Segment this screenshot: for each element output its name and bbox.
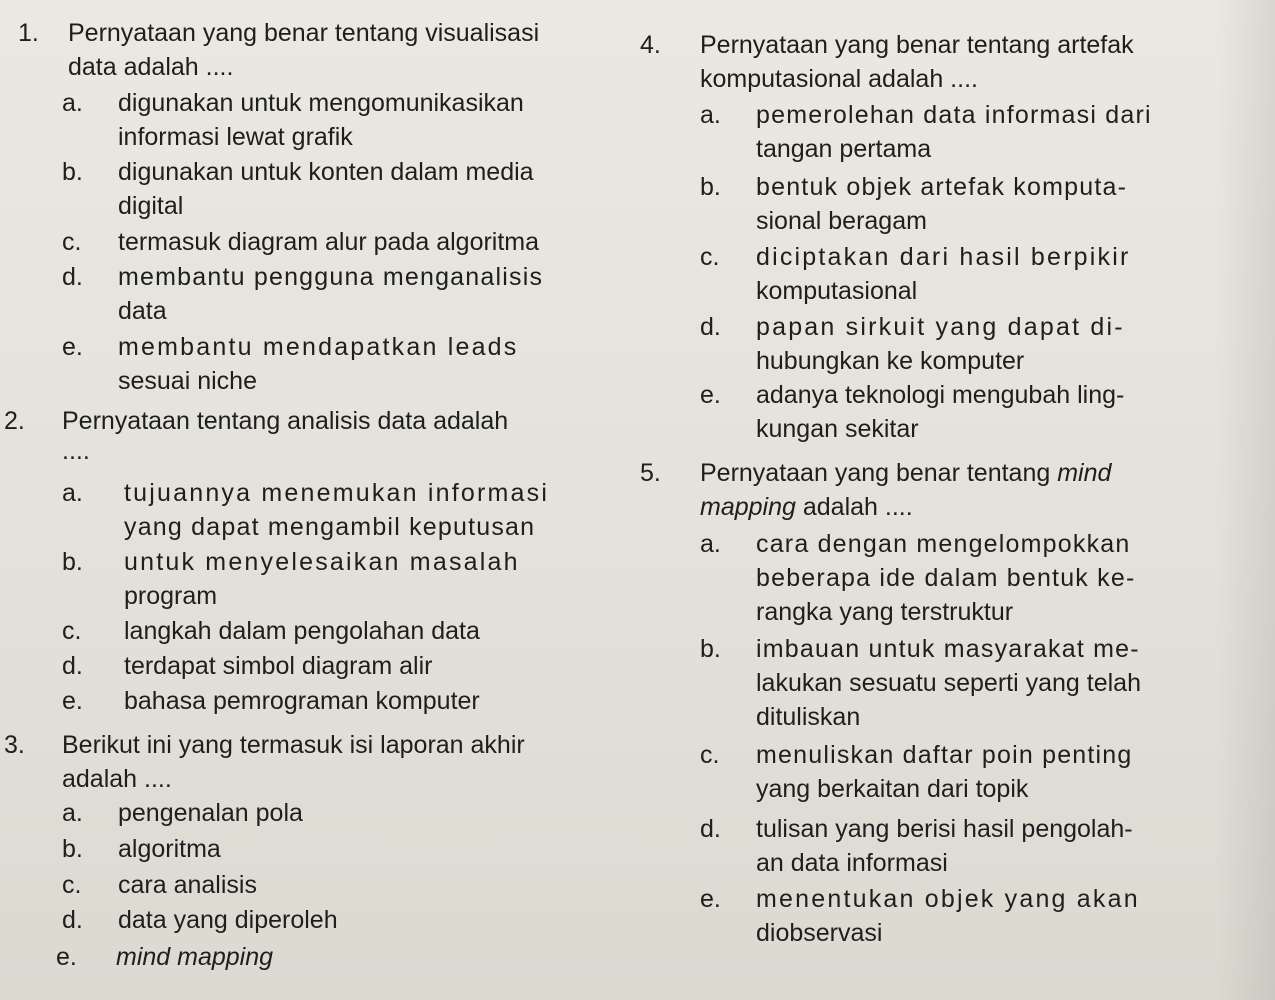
option-d[interactable]	[62, 903, 602, 937]
option-text-line: langkah dalam pengolahan data	[124, 617, 480, 645]
option-text-line: mind mapping	[116, 943, 274, 971]
option-text-line: imbauan untuk masyarakat me-	[756, 635, 1140, 663]
option-text-line: kungan sekitar	[756, 415, 919, 443]
option-letter: c.	[62, 871, 82, 899]
option-letter: e.	[62, 687, 83, 715]
option-a[interactable]	[62, 86, 602, 154]
option-text-line: pemerolehan data informasi dari	[756, 101, 1152, 129]
option-letter: b.	[62, 158, 83, 186]
option-letter: e.	[700, 381, 721, 409]
question-text-line: komputasional adalah ....	[700, 65, 978, 93]
option-text-line: an data informasi	[756, 849, 948, 877]
option-letter: e.	[56, 943, 77, 971]
option-text-line: hubungkan ke komputer	[756, 347, 1025, 375]
option-letter: d.	[62, 652, 83, 680]
option-b[interactable]	[62, 832, 602, 866]
option-letter: e.	[700, 885, 721, 913]
option-text-line: dituliskan	[756, 703, 861, 731]
question-text-line: Pernyataan yang benar tentang mind	[700, 459, 1112, 487]
option-text-line: tujuannya menemukan informasi	[124, 479, 550, 507]
option-e[interactable]	[62, 684, 602, 718]
option-c[interactable]	[700, 240, 1260, 308]
option-text-line: pengenalan pola	[118, 799, 303, 827]
option-letter: d.	[700, 815, 721, 843]
option-letter: d.	[62, 263, 83, 291]
question-text-line: mapping adalah ....	[700, 493, 913, 521]
option-text-line: papan sirkuit yang dapat di-	[756, 313, 1125, 341]
option-d[interactable]	[700, 310, 1260, 378]
option-text-line: data	[118, 297, 167, 325]
option-letter: a.	[62, 799, 83, 827]
option-text-line: program	[124, 582, 218, 610]
question-number: 4.	[640, 31, 661, 59]
option-text-line: tangan pertama	[756, 135, 932, 163]
option-e[interactable]	[56, 940, 596, 974]
option-letter: a.	[700, 101, 721, 129]
option-text-line: cara dengan mengelompokkan	[756, 530, 1131, 558]
option-text-line: sional beragam	[756, 207, 927, 235]
option-b[interactable]	[62, 155, 602, 223]
option-text-line: yang berkaitan dari topik	[756, 775, 1029, 803]
option-text-line: lakukan sesuatu seperti yang telah	[756, 669, 1141, 697]
option-text-line: rangka yang terstruktur	[756, 598, 1014, 626]
option-text-line: beberapa ide dalam bentuk ke-	[756, 564, 1136, 592]
option-letter: d.	[62, 906, 83, 934]
option-text-line: digital	[118, 192, 184, 220]
option-d[interactable]	[62, 260, 602, 328]
option-e[interactable]	[700, 882, 1260, 950]
option-letter: b.	[62, 835, 83, 863]
option-d[interactable]	[700, 812, 1260, 880]
option-text-line: terdapat simbol diagram alir	[124, 652, 433, 680]
question-number: 5.	[640, 459, 661, 487]
option-text-line: membantu mendapatkan leads	[118, 333, 519, 361]
option-text-line: komputasional	[756, 277, 918, 305]
option-letter: a.	[62, 479, 83, 507]
option-text-line: cara analisis	[118, 871, 257, 899]
option-letter: c.	[62, 617, 82, 645]
question-text-line: Pernyataan tentang analisis data adalah	[62, 407, 509, 435]
option-d[interactable]	[62, 649, 602, 683]
option-text-line: menuliskan daftar poin penting	[756, 741, 1133, 769]
option-text-line: diobservasi	[756, 919, 883, 947]
option-text-line: digunakan untuk konten dalam media	[118, 158, 534, 186]
option-letter: d.	[700, 313, 721, 341]
option-a[interactable]	[62, 476, 602, 544]
question-text-line: adalah ....	[62, 765, 172, 793]
option-text-line: diciptakan dari hasil berpikir	[756, 243, 1131, 271]
option-c[interactable]	[62, 614, 602, 648]
option-letter: b.	[700, 173, 721, 201]
option-b[interactable]	[62, 545, 602, 613]
option-e[interactable]	[62, 330, 602, 398]
option-letter: c.	[700, 741, 720, 769]
option-text-line: adanya teknologi mengubah ling-	[756, 381, 1125, 409]
option-text-line: informasi lewat grafik	[118, 123, 353, 151]
option-text-line: sesuai niche	[118, 367, 257, 395]
option-b[interactable]	[700, 632, 1260, 734]
option-text-line: bentuk objek artefak komputa-	[756, 173, 1128, 201]
option-a[interactable]	[700, 98, 1260, 166]
question-text-line: Pernyataan yang benar tentang artefak	[700, 31, 1134, 59]
question-number: 1.	[18, 19, 39, 47]
question-text-line: Pernyataan yang benar tentang visualisasi	[68, 19, 540, 47]
option-letter: b.	[700, 635, 721, 663]
option-text-line: untuk menyelesaikan masalah	[124, 548, 520, 576]
option-text-line: termasuk diagram alur pada algoritma	[118, 228, 540, 256]
option-text-line: membantu pengguna menganalisis	[118, 263, 544, 291]
option-text-line: bahasa pemrograman komputer	[124, 687, 480, 715]
option-c[interactable]	[62, 868, 602, 902]
option-letter: a.	[700, 530, 721, 558]
option-c[interactable]	[62, 225, 602, 259]
option-letter: e.	[62, 333, 83, 361]
question-text-line: Berikut ini yang termasuk isi laporan akhir	[62, 731, 525, 759]
option-text-line: data yang diperoleh	[118, 906, 338, 934]
option-text-line: digunakan untuk mengomunikasikan	[118, 89, 524, 117]
option-e[interactable]	[700, 378, 1260, 446]
option-b[interactable]	[700, 170, 1260, 238]
option-text-line: yang dapat mengambil keputusan	[124, 513, 536, 541]
question-text-line: ....	[62, 437, 90, 465]
option-letter: b.	[62, 548, 83, 576]
option-letter: c.	[700, 243, 720, 271]
option-letter: a.	[62, 89, 83, 117]
option-a[interactable]	[62, 796, 602, 830]
option-text-line: menentukan objek yang akan	[756, 885, 1140, 913]
option-letter: c.	[62, 228, 82, 256]
question-text-line: data adalah ....	[68, 53, 234, 81]
option-text-line: algoritma	[118, 835, 221, 863]
option-c[interactable]	[700, 738, 1260, 806]
option-text-line: tulisan yang berisi hasil pengolah-	[756, 815, 1133, 843]
question-number: 2.	[4, 407, 25, 435]
question-number: 3.	[4, 731, 25, 759]
option-a[interactable]	[700, 527, 1260, 629]
